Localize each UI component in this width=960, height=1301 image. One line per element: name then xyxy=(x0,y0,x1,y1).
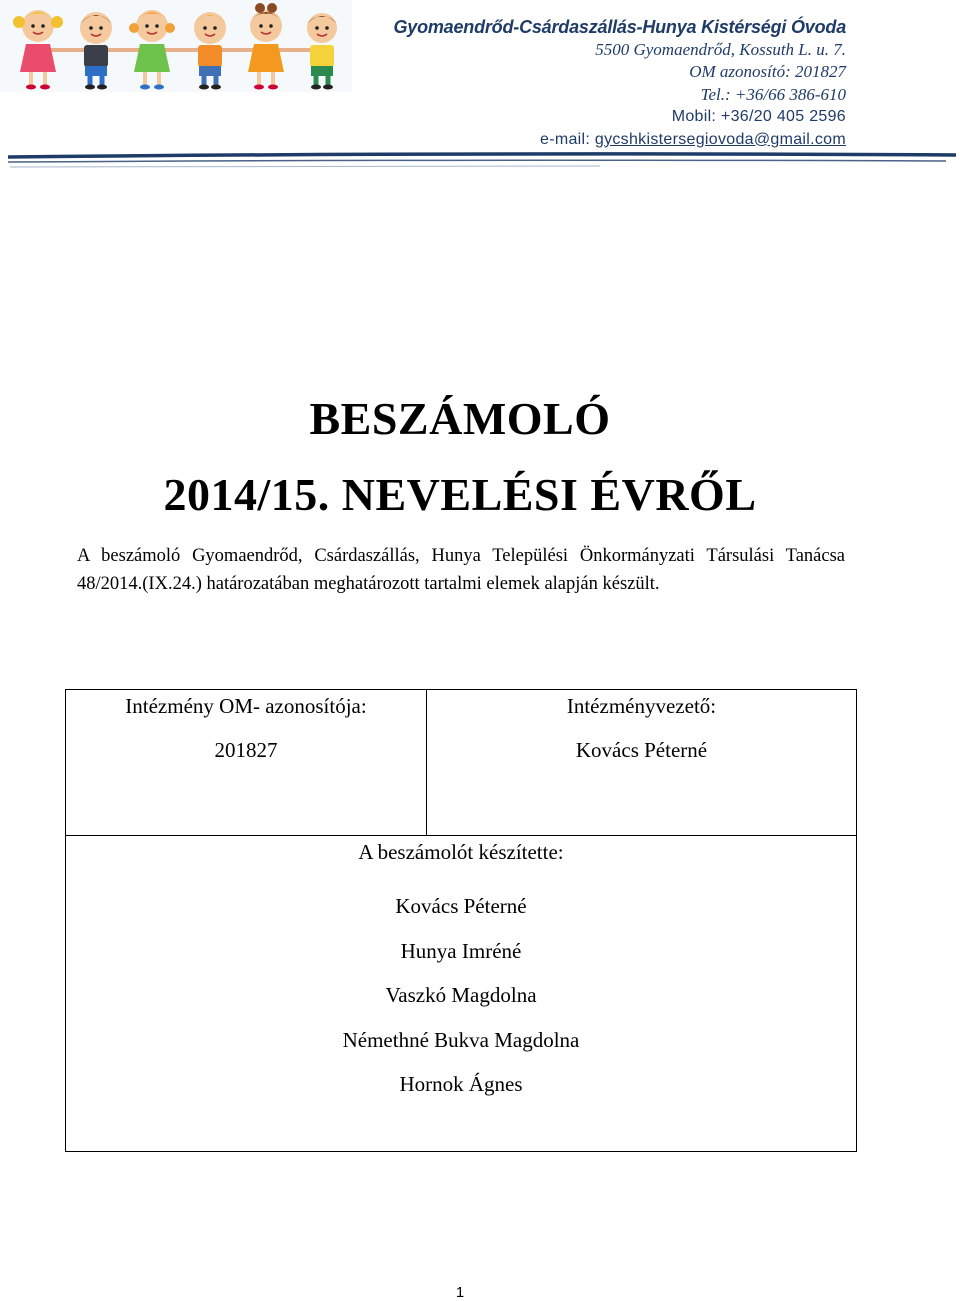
document-title: BESZÁMOLÓ xyxy=(309,393,611,444)
head-value: Kovács Péterné xyxy=(575,738,708,762)
author-item: Vaszkó Magdolna xyxy=(385,983,537,1007)
authors-label: A beszámolót készítette: xyxy=(358,840,564,864)
author-item: Némethné Bukva Magdolna xyxy=(342,1027,580,1052)
mobile: Mobil: +36/20 405 2596 xyxy=(671,108,846,125)
author-item: Kovács Péterné xyxy=(395,894,527,918)
document-subtitle: 2014/15. NEVELÉSI ÉVRŐL xyxy=(163,469,757,520)
head-label: Intézményvezető: xyxy=(566,694,717,718)
email-line xyxy=(393,129,846,152)
letterhead xyxy=(393,16,846,151)
email-link[interactable]: gycshkistersegiovoda@gmail.com xyxy=(594,130,846,148)
kindergarten-logo xyxy=(0,0,352,92)
om-label: Intézmény OM- azonosítója: xyxy=(125,694,367,718)
page-number: 1 xyxy=(455,1284,465,1301)
address: 5500 Gyomaendrőd, Kossuth L. u. 7. xyxy=(595,39,846,59)
email-prefix: e-mail: xyxy=(540,130,595,148)
authors-list xyxy=(66,884,856,1107)
org-name: Gyomaendrőd-Csárdaszállás-Hunya Kistérségi Óvoda xyxy=(393,17,846,37)
om-id: OM azonosító: 201827 xyxy=(689,62,846,81)
info-table xyxy=(65,689,857,1152)
author-item: Hornok Ágnes xyxy=(399,1072,523,1096)
children-holding-hands-icon xyxy=(0,0,352,92)
authors-cell xyxy=(66,836,856,1151)
om-cell xyxy=(66,690,427,836)
head-cell xyxy=(427,690,856,836)
author-item: Hunya Imréné xyxy=(400,938,522,963)
om-value: 201827 xyxy=(214,738,278,762)
phone: Tel.: +36/66 386-610 xyxy=(700,84,846,104)
intro-paragraph: A beszámoló Gyomaendrőd, Csárdaszállás, Hunya Települési Önkormányzati Társulási Tanácsa 48/2014.(IX.24.) határozatában meghatározott tartalmi elemek alapján készült. xyxy=(77,546,845,594)
header-divider xyxy=(0,150,960,176)
